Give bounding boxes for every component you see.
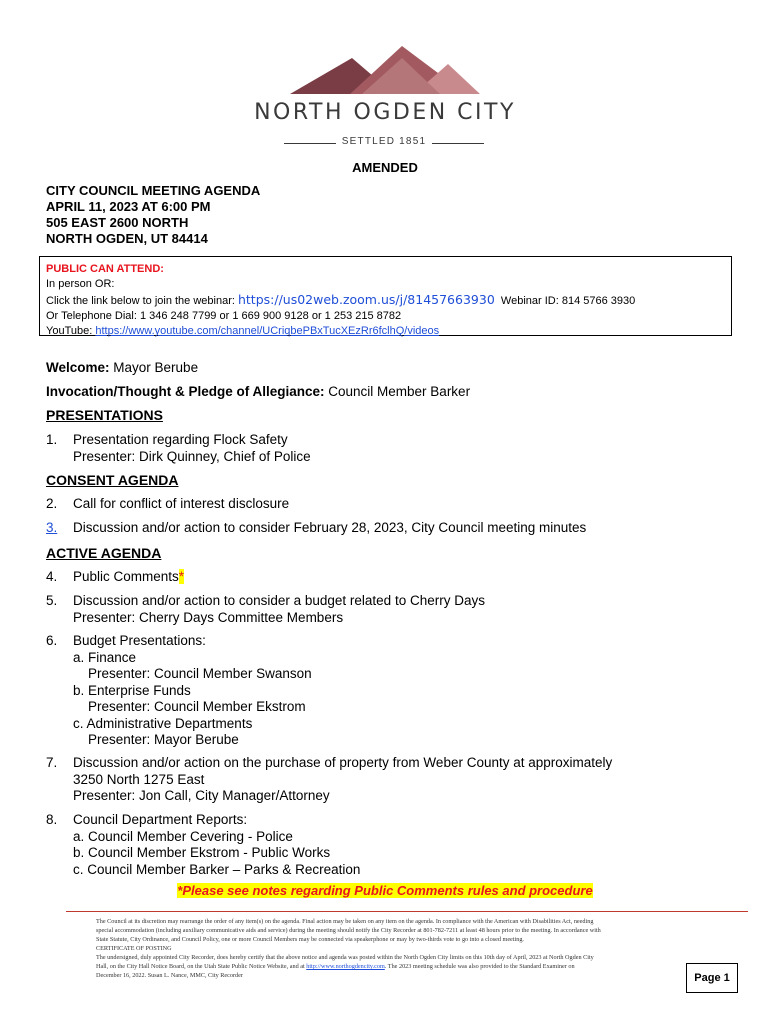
city-logo <box>240 40 530 150</box>
logo-subtitle-row <box>284 136 484 150</box>
sub-item: a. Council Member Cevering - Police <box>73 828 293 844</box>
page-number-box: Page 1 <box>686 963 738 993</box>
logo-subtitle: SETTLED 1851 <box>341 136 427 147</box>
sub-item: c. Administrative Departments <box>73 715 253 731</box>
sub-item-presenter: Presenter: Council Member Swanson <box>88 666 312 681</box>
youtube-prefix: YouTube: <box>46 325 96 337</box>
attend-heading: PUBLIC CAN ATTEND: <box>46 263 164 275</box>
section-presentations: PRESENTATIONS <box>46 407 163 423</box>
amended-label: AMENDED <box>352 160 418 175</box>
item-number-link[interactable]: 3. <box>46 520 58 535</box>
webinar-prefix: Click the link below to join the webinar: <box>46 295 238 307</box>
footer-text: Hall, on the City Hall Notice Board, on the Utah State Public Notice Website, and at <box>96 963 307 970</box>
item-number: 5. <box>46 593 58 608</box>
meeting-title: CITY COUNCIL MEETING AGENDA <box>46 183 261 198</box>
public-comments-note <box>0 883 770 898</box>
footer-line <box>96 962 666 971</box>
youtube-row <box>46 324 731 339</box>
in-person-text: In person OR: <box>46 278 115 290</box>
item-text: Discussion and/or action on the purchase of property from Weber County at approximately <box>73 755 613 770</box>
invocation-value: Council Member Barker <box>324 384 471 399</box>
meeting-city: NORTH OGDEN, UT 84414 <box>46 231 208 246</box>
highlight-asterisk: * <box>178 569 185 584</box>
item-text: Discussion and/or action to consider February 28, 2023, City Council meeting minutes <box>73 520 587 535</box>
meeting-date: APRIL 11, 2023 AT 6:00 PM <box>46 199 211 214</box>
footer-notice <box>96 917 666 980</box>
youtube-link[interactable]: https://www.youtube.com/channel/UCriqbePBxTucXEzRr6fclhQ/videos <box>95 325 440 337</box>
item-text: Public Comments <box>73 569 179 584</box>
telephone-text: Or Telephone Dial: 1 346 248 7799 or 1 669 900 9128 or 1 253 215 8782 <box>46 310 402 322</box>
invocation-line <box>46 384 470 399</box>
meeting-address: 505 EAST 2600 NORTH <box>46 215 189 230</box>
sub-item-presenter: Presenter: Mayor Berube <box>88 732 239 747</box>
footer-line: special accommodation (including auxiliary communicative aids and service) during the meeting should notify the City Recorder at 801-782-7211 at least 48 hours prior to the meeting. In accordance with <box>96 927 601 934</box>
item-text: Call for conflict of interest disclosure <box>73 496 290 511</box>
sub-item: a. Finance <box>73 649 137 665</box>
footer-text: . The 2023 meeting schedule was also provided to the Standard Examiner on <box>384 963 575 970</box>
divider <box>432 143 484 144</box>
footer-line: December 16, 2022. Susan L. Nance, MMC, City Recorder <box>96 972 243 979</box>
item-number: 2. <box>46 496 58 511</box>
invocation-label: Invocation/Thought & Pledge of Allegiance: <box>46 384 325 399</box>
section-active: ACTIVE AGENDA <box>46 545 162 561</box>
sub-item-presenter: Presenter: Council Member Ekstrom <box>88 699 306 714</box>
footer-divider <box>66 911 748 912</box>
item-text: Discussion and/or action to consider a budget related to Cherry Days <box>73 593 485 608</box>
city-website-link[interactable]: http://www.northogdencity.com <box>306 963 385 970</box>
item-presenter: Presenter: Cherry Days Committee Members <box>73 609 344 625</box>
section-consent: CONSENT AGENDA <box>46 472 179 488</box>
footer-line: The undersigned, duly appointed City Recorder, does hereby certify that the above notice and agenda was posted within the North Ogden City limits on this 10th day of April, 2023 at North Ogden City <box>96 954 594 961</box>
item-presenter: Presenter: Jon Call, City Manager/Attorney <box>73 788 330 803</box>
footer-line: CERTIFICATE OF POSTING <box>96 945 172 952</box>
sub-item: b. Enterprise Funds <box>73 682 191 698</box>
item-number: 4. <box>46 569 58 584</box>
welcome-line <box>46 360 198 375</box>
item-text: Presentation regarding Flock Safety <box>73 432 288 447</box>
sub-item: c. Council Member Barker – Parks & Recreation <box>73 861 361 877</box>
logo-title: NORTH OGDEN CITY <box>254 100 516 125</box>
welcome-value: Mayor Berube <box>109 360 199 375</box>
item-text: Budget Presentations: <box>73 633 206 648</box>
item-presenter: Presenter: Dirk Quinney, Chief of Police <box>73 448 311 464</box>
item-number: 7. <box>46 755 58 770</box>
webinar-link[interactable]: https://us02web.zoom.us/j/81457663930 <box>237 292 495 307</box>
item-number: 8. <box>46 812 58 827</box>
meeting-header <box>46 183 260 247</box>
footer-line: The Council at its discretion may rearrange the order of any item(s) on the agenda. Final action may be taken on any item on the agenda. In compliance with the American with Disabilities Act, needing <box>96 918 594 925</box>
footer-line: State Statute, City Ordinance, and Council Policy, one or more Council Members may be connected via speakerphone or may by two-thirds vote to go into a closed meeting. <box>96 936 524 943</box>
divider <box>284 143 336 144</box>
note-text: *Please see notes regarding Public Comments rules and procedure <box>177 883 593 898</box>
item-text-cont: 3250 North 1275 East <box>73 771 205 787</box>
item-text: Council Department Reports: <box>73 812 248 827</box>
welcome-label: Welcome: <box>46 360 110 375</box>
item-number: 6. <box>46 633 58 648</box>
item-number: 1. <box>46 432 58 447</box>
sub-item: b. Council Member Ekstrom - Public Works <box>73 845 331 860</box>
webinar-row <box>46 292 731 309</box>
public-attend-box <box>39 256 732 336</box>
mountains-icon <box>290 44 480 98</box>
webinar-id: Webinar ID: 814 5766 3930 <box>500 295 636 307</box>
